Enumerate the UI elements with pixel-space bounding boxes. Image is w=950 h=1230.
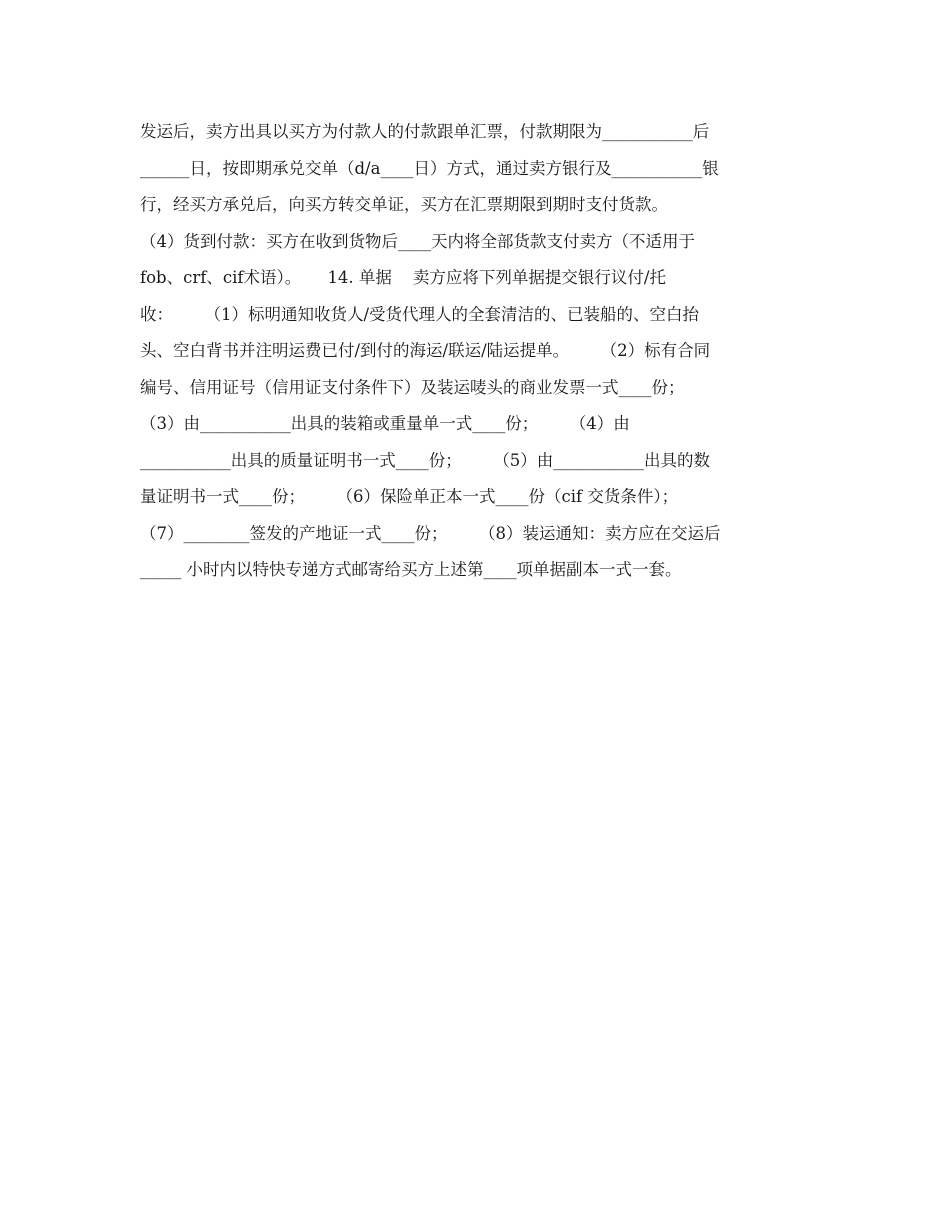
text-line-10: ___________出具的质量证明书一式____份； （5）由___________出具的数	[140, 450, 710, 470]
text-line-6: 收： （1）标明通知收货人/受货代理人的全套清洁的、已装船的、空白抬	[140, 304, 700, 324]
text-line-5: fob、crf、cif术语）。 14. 单据 卖方应将下列单据提交银行议付/托	[140, 268, 666, 287]
text-line-8: 编号、信用证号（信用证支付条件下）及装运唛头的商业发票一式____份；	[140, 377, 685, 397]
text-line-12: （7）________签发的产地证一式____份； （8）装运通知：卖方应在交运后	[140, 523, 721, 543]
text-line-3: 行，经买方承兑后，向买方转交单证，买方在汇票期限到期时支付货款。	[140, 195, 668, 214]
text-line-2: ______日，按即期承兑交单（d/a____日）方式，通过卖方银行及___________银	[140, 158, 719, 178]
text-line-11: 量证明书一式____份； （6）保险单正本一式____份（cif 交货条件）；	[140, 487, 679, 506]
text-line-1: 发运后，卖方出具以买方为付款人的付款跟单汇票，付款期限为___________后	[140, 122, 710, 141]
text-line-7: 头、空白背书并注明运费已付/到付的海运/联运/陆运提单。 （2）标有合同	[140, 341, 711, 360]
text-line-4: （4）货到付款：买方在收到货物后____天内将全部货款支付卖方（不适用于	[140, 231, 695, 251]
contract-text-block	[140, 114, 810, 589]
text-line-9: （3）由___________出具的装箱或重量单一式____份； （4）由	[140, 414, 630, 433]
text-line-13: _____ 小时内以特快专递方式邮寄给买方上述第____项单据副本一式一套。	[140, 560, 682, 579]
